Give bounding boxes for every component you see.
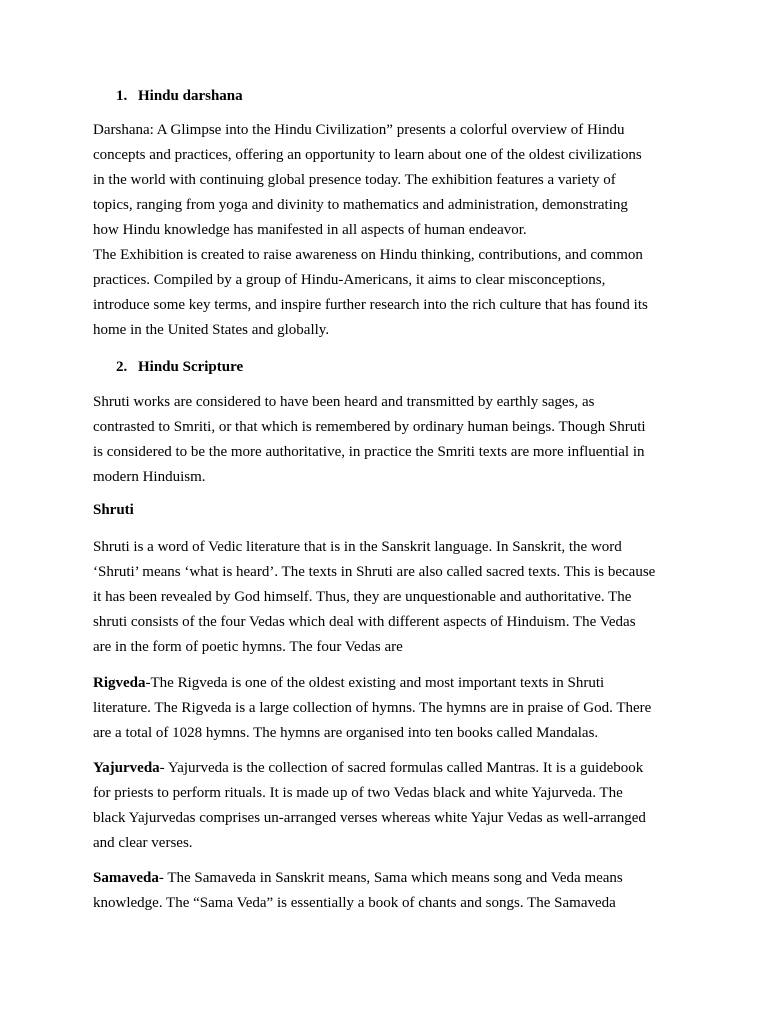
text-line: introduce some key terms, and inspire further research into the rich culture that has found its	[93, 297, 648, 313]
section-title: Hindu Scripture	[138, 359, 244, 375]
text-line: shruti consists of the four Vedas which deal with different aspects of Hinduism. The Vedas	[93, 614, 636, 630]
section-heading-hindu-darshana	[116, 88, 716, 105]
term-description: -The Rigveda is one of the oldest existing and most important texts in Shruti	[145, 675, 605, 691]
text-line: modern Hinduism.	[93, 469, 206, 485]
text-line: are a total of 1028 hymns. The hymns are organised into ten books called Mandalas.	[93, 725, 599, 741]
paragraph-darshana	[93, 118, 693, 343]
text-line: contrasted to Smriti, or that which is remembered by ordinary human beings. Though Shruti	[93, 419, 646, 435]
paragraph-scripture	[93, 390, 693, 490]
term-samaveda: Samaveda	[93, 870, 159, 886]
term-rigveda: Rigveda	[93, 675, 146, 691]
subheading-shruti: Shruti	[93, 502, 134, 518]
paragraph-yajurveda	[93, 756, 693, 856]
text-line: is considered to be the more authoritative, in practice the Smriti texts are more influential in	[93, 444, 645, 460]
section-heading-hindu-scripture	[116, 359, 716, 376]
text-line: topics, ranging from yoga and divinity to mathematics and administration, demonstrating	[93, 197, 628, 213]
section-title: Hindu darshana	[138, 88, 243, 104]
section-number: 2.	[116, 359, 128, 375]
text-line: knowledge. The “Sama Veda” is essentially a book of chants and songs. The Samaveda	[93, 895, 616, 911]
text-line: and clear verses.	[93, 835, 193, 851]
text-line: are in the form of poetic hymns. The four Vedas are	[93, 639, 403, 655]
paragraph-rigveda	[93, 671, 693, 746]
paragraph-samaveda	[93, 866, 693, 916]
text-line: ‘Shruti’ means ‘what is heard’. The texts in Shruti are also called sacred texts. This is because	[93, 564, 656, 580]
text-line: The Exhibition is created to raise awareness on Hindu thinking, contributions, and common	[93, 247, 643, 263]
text-line: literature. The Rigveda is a large collection of hymns. The hymns are in praise of God. There	[93, 700, 652, 716]
text-line: Shruti is a word of Vedic literature that is in the Sanskrit language. In Sanskrit, the word	[93, 539, 622, 555]
text-line: black Yajurvedas comprises un-arranged verses whereas white Yajur Vedas as well-arranged	[93, 810, 646, 826]
text-line: concepts and practices, offering an opportunity to learn about one of the oldest civilizations	[93, 147, 642, 163]
text-line: it has been revealed by God himself. Thus, they are unquestionable and authoritative. The	[93, 589, 632, 605]
text-line	[93, 756, 693, 781]
term-description: - The Samaveda in Sanskrit means, Sama which means song and Veda means	[158, 870, 623, 886]
paragraph-shruti	[93, 535, 693, 660]
text-line: Shruti works are considered to have been heard and transmitted by earthly sages, as	[93, 394, 595, 410]
text-line	[93, 866, 693, 891]
term-yajurveda: Yajurveda	[93, 760, 160, 776]
text-line	[93, 671, 693, 696]
text-line: practices. Compiled by a group of Hindu-Americans, it aims to clear misconceptions,	[93, 272, 606, 288]
text-line: how Hindu knowledge has manifested in all aspects of human endeavor.	[93, 222, 527, 238]
text-line: in the world with continuing global presence today. The exhibition features a variety of	[93, 172, 616, 188]
section-number: 1.	[116, 88, 128, 104]
text-line: for priests to perform rituals. It is made up of two Vedas black and white Yajurveda. The	[93, 785, 623, 801]
term-description: - Yajurveda is the collection of sacred formulas called Mantras. It is a guidebook	[159, 760, 644, 776]
text-line: Darshana: A Glimpse into the Hindu Civilization” presents a colorful overview of Hindu	[93, 122, 625, 138]
text-line: home in the United States and globally.	[93, 322, 330, 338]
